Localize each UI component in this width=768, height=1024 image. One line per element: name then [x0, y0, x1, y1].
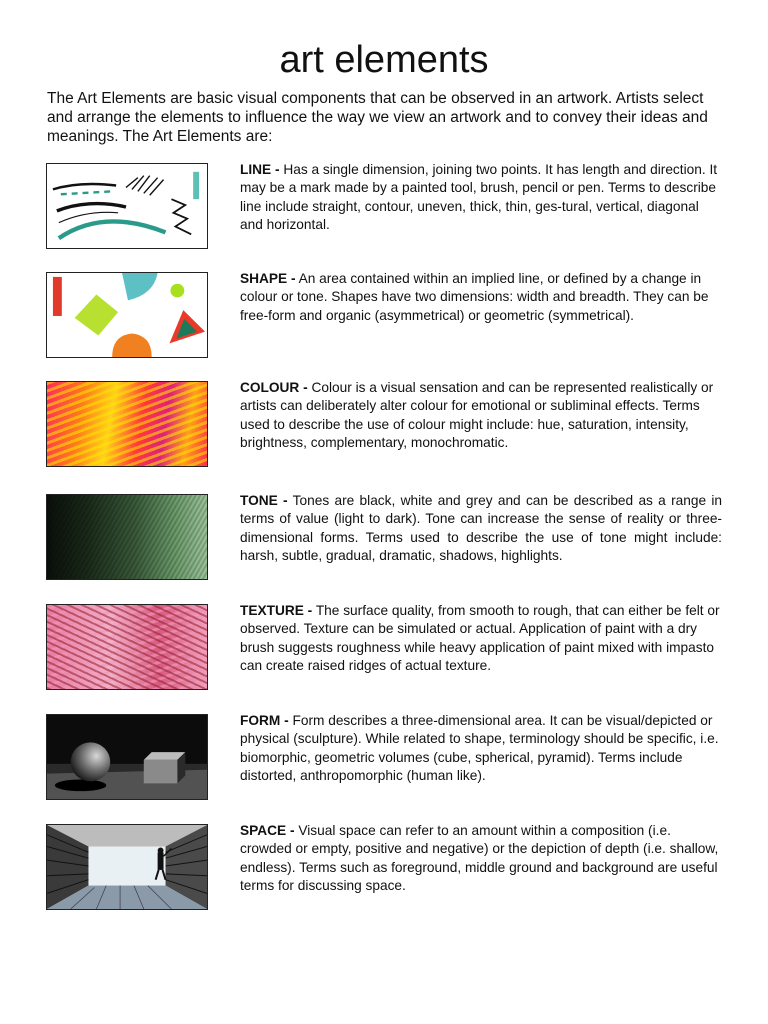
texture-illustration — [46, 604, 208, 690]
colour-illustration — [46, 381, 208, 467]
shape-illustration — [46, 272, 208, 358]
intro-paragraph: The Art Elements are basic visual components that can be observed in an artwork. Artists select and arrange the elements to influence the way we view an artwork and to convey their ideas and meanings. The Art Elements are: — [47, 90, 708, 145]
element-line — [46, 163, 736, 253]
form-text: Form describes a three-dimensional area. It can be visual/depicted or physical (sculpture). While related to shape, terminology should be specific, i.e. biomorphic, geometric volumes (cube, spherical, pyramid). Terms include distorted, anthropomorphic (human like). — [240, 713, 719, 784]
shape-text: An area contained within an implied line, or defined by a change in colour or tone. Shapes have two dimensions: width and breadth. They can be free-form and organic (asymmetrical) or geometric (symmetrical). — [240, 271, 709, 323]
texture-text: The surface quality, from smooth to rough, that can either be felt or observed. Texture can be simulated or actual. Application of paint with a dry brush suggests roughness while heavy application of paint mixed with impasto can create raised ridges of actual texture. — [240, 603, 720, 674]
form-illustration — [46, 714, 208, 800]
space-description — [240, 822, 722, 896]
form-description — [240, 712, 722, 786]
line-term: LINE - — [240, 162, 280, 177]
shape-term: SHAPE - — [240, 271, 296, 286]
texture-description — [240, 602, 722, 676]
element-texture — [46, 604, 736, 694]
line-description — [240, 161, 722, 235]
space-text: Visual space can refer to an amount within a composition (i.e. crowded or empty, positive and negative) or the depiction of depth (i.e. shallow, endless). Terms such as foreground, middle ground and background are useful terms for discussing space. — [240, 823, 719, 894]
element-shape — [46, 272, 736, 362]
colour-description — [240, 379, 722, 453]
tone-description — [240, 492, 722, 566]
line-text: Has a single dimension, joining two points. It has length and direction. It may be a mark made by a painted tool, brush, pencil or pen. Terms to describe line include straight, contour, uneven, thick, thin, ges-tural, vertical, diagonal and horizontal. — [240, 162, 718, 233]
form-term: FORM - — [240, 713, 289, 728]
element-tone — [46, 494, 736, 584]
page-title: art elements — [279, 39, 489, 81]
space-illustration — [46, 824, 208, 910]
line-illustration — [46, 163, 208, 249]
space-term: SPACE - — [240, 823, 295, 838]
texture-term: TEXTURE - — [240, 603, 313, 618]
element-space — [46, 824, 736, 914]
shape-description — [240, 270, 722, 325]
tone-text: Tones are black, white and grey and can be described as a range in terms of value (light to dark). Tone can increase the sense of reality or three-dimensional forms. Terms used to describe the use of tone might include: harsh, subtle, gradual, dramatic, shadows, highlights. — [240, 493, 723, 564]
element-form — [46, 714, 736, 804]
colour-term: COLOUR - — [240, 380, 308, 395]
tone-illustration — [46, 494, 208, 580]
element-colour — [46, 381, 736, 471]
colour-text: Colour is a visual sensation and can be represented realistically or artists can deliberately alter colour for emotional or subliminal effects. Terms used to describe the use of colour might include: hue, saturation, intensity, brightness, complementary, monochromatic. — [240, 380, 714, 451]
tone-term: TONE - — [240, 493, 288, 508]
